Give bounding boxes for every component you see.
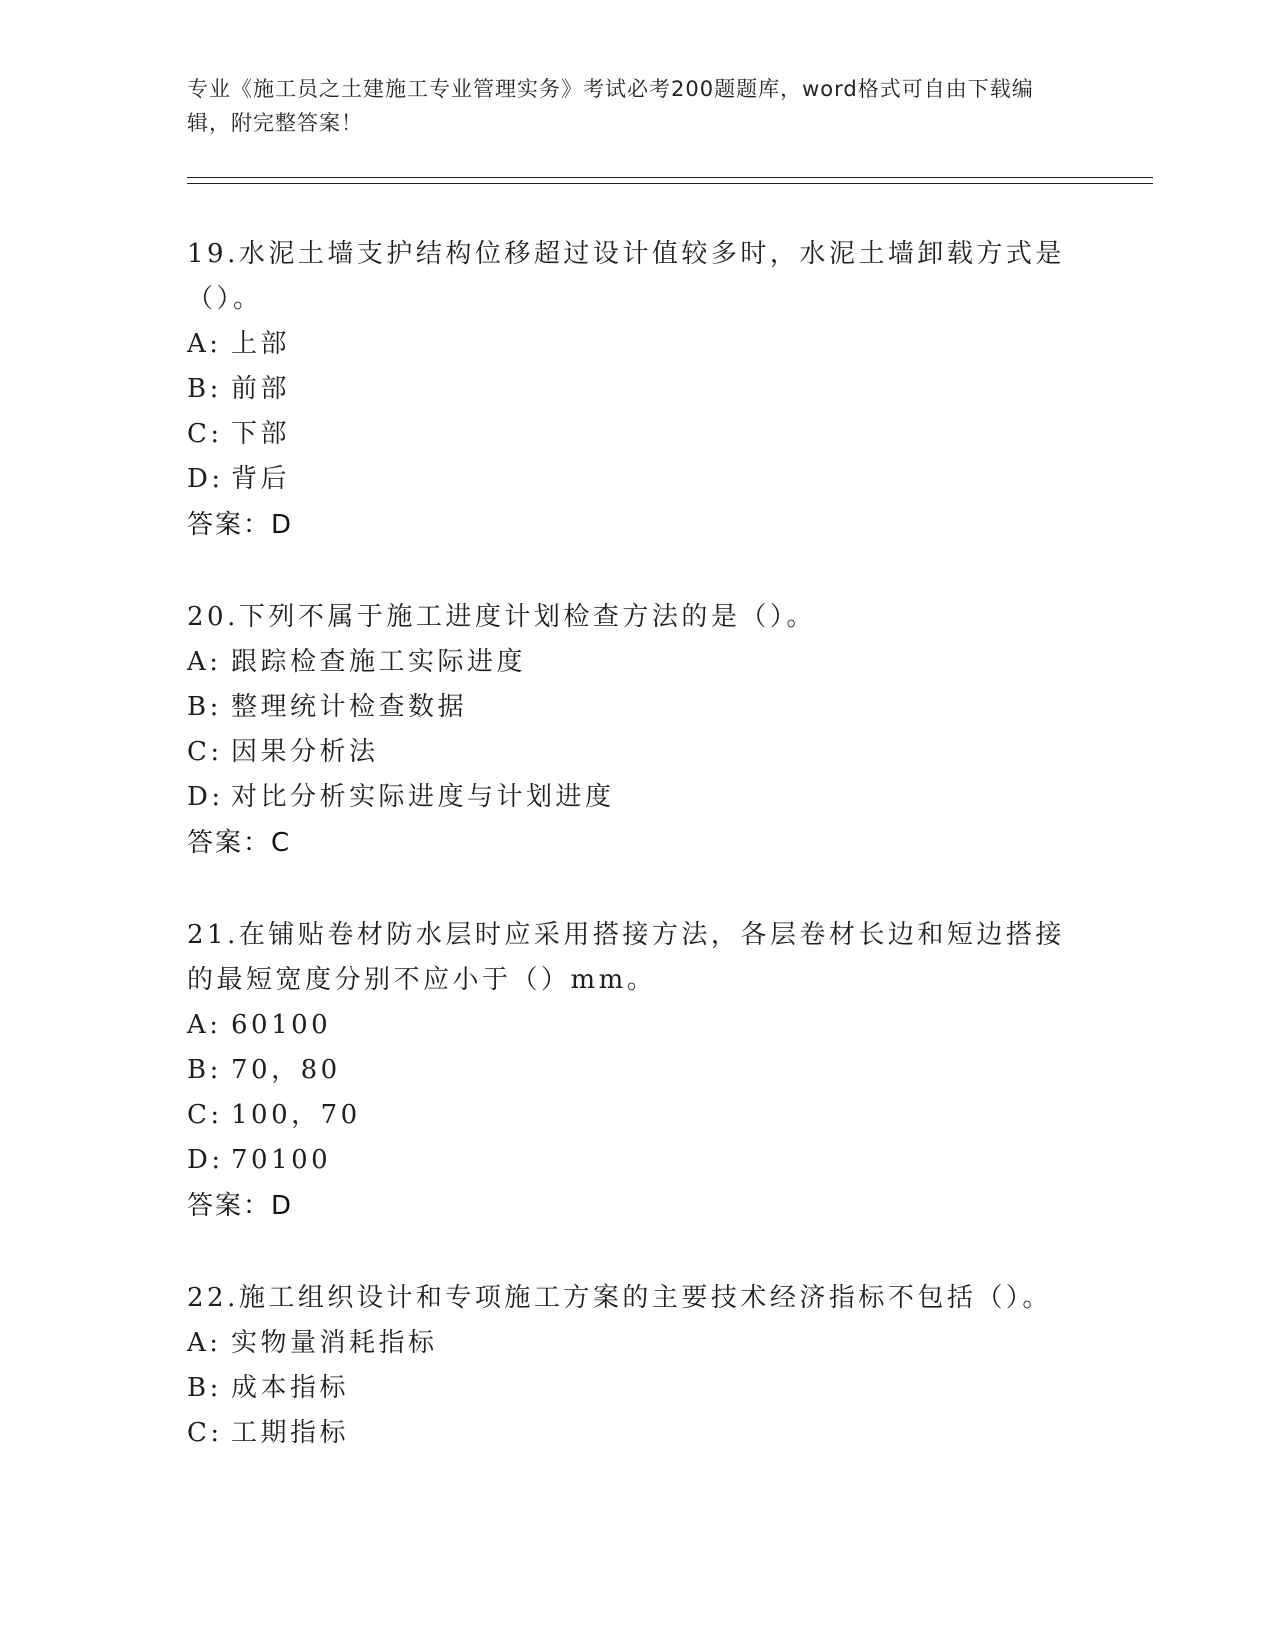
option-text: 实物量消耗指标 [231, 1328, 438, 1358]
option-text: 跟踪检查施工实际进度 [231, 647, 527, 677]
option-b [187, 1048, 1087, 1093]
question-text: 22.施工组织设计和专项施工方案的主要技术经济指标不包括（）。 [187, 1283, 1052, 1313]
option-letter: C: [187, 1100, 223, 1130]
answer: 答案：D [187, 1191, 294, 1221]
option-text: 因果分析法 [231, 737, 379, 767]
option-text: 前部 [231, 374, 291, 404]
question-text: 19.水泥土墙支护结构位移超过设计值较多时，水泥土墙卸载方式是（）。 [187, 239, 1065, 314]
option-text: 70100 [231, 1145, 332, 1175]
question-text: 21.在铺贴卷材防水层时应采用搭接方法，各层卷材长边和短边搭接的最短宽度分别不应小于（）mm。 [187, 920, 1065, 995]
question-text: 20.下列不属于施工进度计划检查方法的是（）。 [187, 602, 816, 632]
option-text: 下部 [231, 419, 291, 449]
header-rule-top [187, 177, 1153, 178]
option-letter: B: [187, 1055, 222, 1085]
question-22 [187, 1276, 1087, 1456]
option-letter: A: [187, 1328, 222, 1358]
option-c [187, 1093, 1087, 1138]
option-letter: C: [187, 737, 223, 767]
option-a [187, 1321, 1087, 1366]
answer: 答案：C [187, 828, 292, 858]
question-20 [187, 595, 1087, 867]
option-text: 工期指标 [231, 1418, 350, 1448]
option-a [187, 640, 1087, 685]
option-letter: B: [187, 1373, 222, 1403]
option-text: 100，70 [231, 1100, 361, 1130]
question-list [187, 232, 1087, 1502]
option-text: 成本指标 [231, 1373, 350, 1403]
option-a [187, 1003, 1087, 1048]
option-d [187, 775, 1087, 820]
option-b [187, 1366, 1087, 1411]
option-text: 对比分析实际进度与计划进度 [231, 782, 615, 812]
option-d [187, 1138, 1087, 1183]
option-letter: D: [187, 464, 224, 494]
option-letter: D: [187, 1145, 224, 1175]
option-letter: C: [187, 419, 223, 449]
option-a [187, 322, 1087, 367]
option-text: 70，80 [231, 1055, 341, 1085]
option-d [187, 457, 1087, 502]
option-text: 60100 [231, 1010, 332, 1040]
option-b [187, 367, 1087, 412]
option-text: 背后 [231, 464, 291, 494]
option-c [187, 730, 1087, 775]
header-rule-bottom [187, 183, 1153, 184]
option-b [187, 685, 1087, 730]
answer: 答案：D [187, 510, 294, 540]
option-c [187, 1411, 1087, 1456]
option-letter: B: [187, 692, 222, 722]
option-letter: A: [187, 329, 222, 359]
option-text: 整理统计检查数据 [231, 692, 468, 722]
option-letter: C: [187, 1418, 223, 1448]
option-letter: D: [187, 782, 224, 812]
option-text: 上部 [231, 329, 291, 359]
option-letter: A: [187, 1010, 222, 1040]
option-c [187, 412, 1087, 457]
question-21 [187, 913, 1087, 1230]
option-letter: B: [187, 374, 222, 404]
question-19 [187, 232, 1087, 549]
document-header: 专业《施工员之土建施工专业管理实务》考试必考200题题库，word格式可自由下载编辑，附完整答案！ [187, 77, 1034, 135]
option-letter: A: [187, 647, 222, 677]
